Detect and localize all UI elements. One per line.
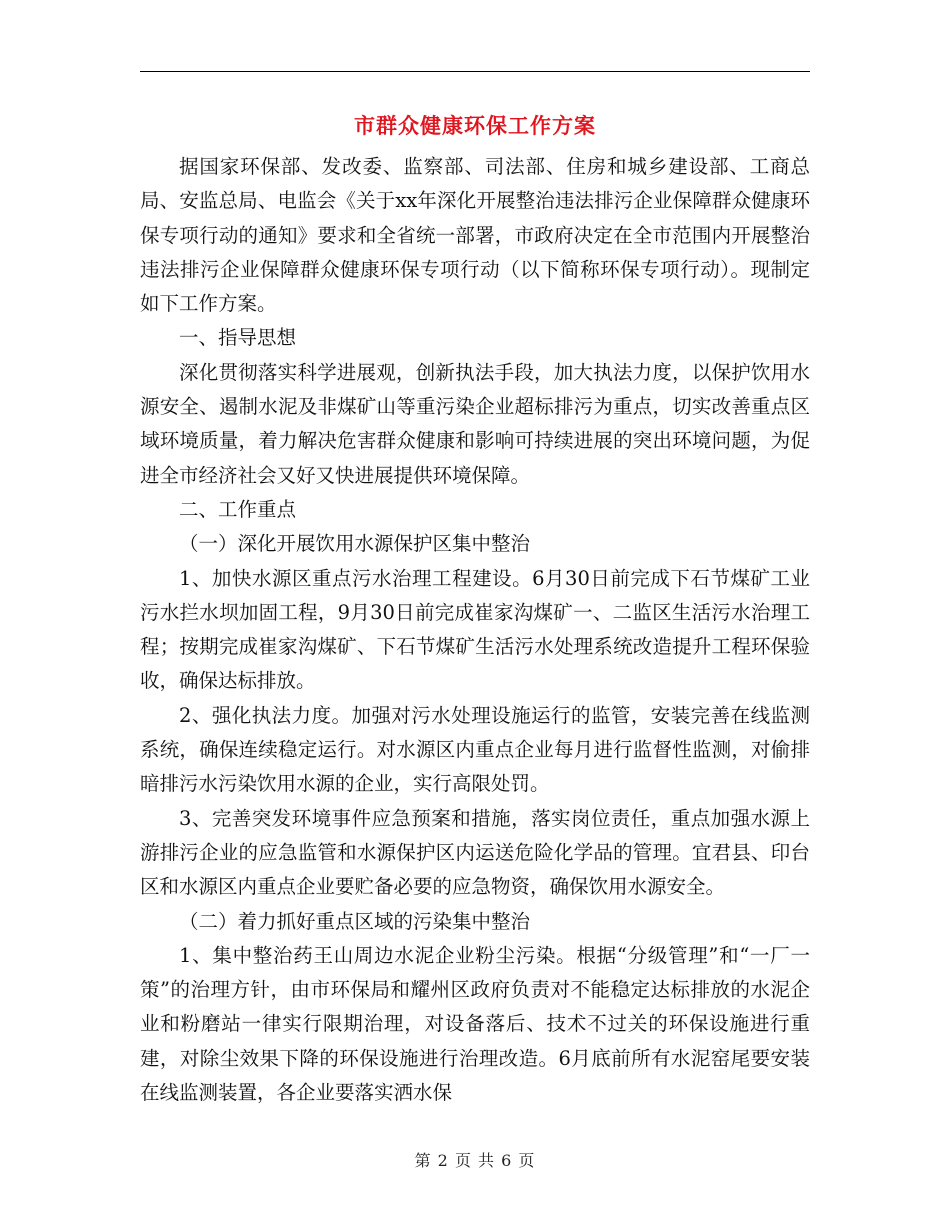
- document-body: [140, 150, 810, 1110]
- subheading-key-regions: （二）着力抓好重点区域的污染集中整治: [179, 909, 531, 933]
- subheading-water-source: （一）深化开展饮用水源保护区集中整治: [179, 532, 531, 556]
- heading-work-focus: 二、工作重点: [179, 497, 297, 521]
- document-title: 市群众健康环保工作方案: [354, 113, 596, 138]
- paragraph-item-3: 3、完善突发环境事件应急预案和措施，落实岗位责任，重点加强水源上游排污企业的应急监管和水源保护区内运送危险化学品的管理。宜君县、印台区和水源区内重点企业要贮备必要的应急物资，确保饮用水源安全。: [140, 806, 810, 899]
- paragraph-intro: 据国家环保部、发改委、监察部、司法部、住房和城乡建设部、工商总局、安监总局、电监会《关于xx年深化开展整治违法排污企业保障群众健康环保专项行动的通知》要求和全省统一部署，市政府决定在全市范围内开展整治违法排污企业保障群众健康环保专项行动（以下简称环保专项行动）。现制定如下工作方案。: [140, 155, 810, 316]
- paragraph-item-1: 1、加快水源区重点污水治理工程建设。6月30日前完成下石节煤矿工业污水拦水坝加固工程，9月30日前完成崔家沟煤矿一、二监区生活污水治理工程；按期完成崔家沟煤矿、下石节煤矿生活污水处理系统改造提升工程环保验收，确保达标排放。: [140, 566, 810, 693]
- paragraph-region-item-1: 1、集中整治药王山周边水泥企业粉尘污染。根据“分级管理”和“一厂一策”的治理方针，由市环保局和耀州区政府负责对不能稳定达标排放的水泥企业和粉磨站一律实行限期治理，对设备落后、技术不过关的环保设施进行重建，对除尘效果下降的环保设施进行治理改造。6月底前所有水泥窑尾要安装在线监测装置，各企业要落实洒水保: [140, 943, 810, 1105]
- page-number-footer: 第 2 页 共 6 页: [414, 1151, 536, 1170]
- heading-guiding-thought: 一、指导思想: [179, 326, 297, 350]
- header-rule: [140, 71, 810, 72]
- paragraph-item-2: 2、强化执法力度。加强对污水处理设施运行的监管，安装完善在线监测系统，确保连续稳定运行。对水源区内重点企业每月进行监督性监测，对偷排暗排污水污染饮用水源的企业，实行高限处罚。: [140, 703, 810, 796]
- paragraph-guiding-thought: 深化贯彻落实科学进展观，创新执法手段，加大执法力度，以保护饮用水源安全、遏制水泥及非煤矿山等重污染企业超标排污为重点，切实改善重点区域环境质量，着力解决危害群众健康和影响可持续进展的突出环境问题，为促进全市经济社会又好又快进展提供环境保障。: [140, 360, 810, 487]
